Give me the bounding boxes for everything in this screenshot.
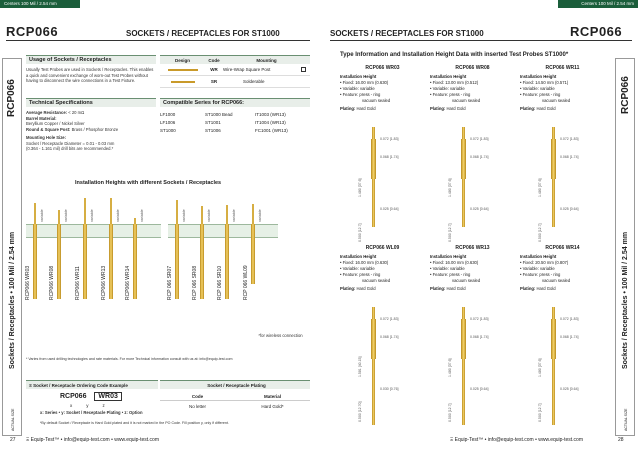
left-sidebar-small: ACTUAL SIZE (11, 408, 15, 431)
plating-value: Hard Gold (535, 106, 556, 111)
variable-height: • Variable: variable (340, 86, 375, 91)
type-block (340, 65, 425, 112)
compat-cell: IT1003 (WR13) (255, 112, 286, 117)
tech-value-2: Beryllium Copper / Nickel Silver (26, 121, 85, 126)
ground-band-left (26, 224, 161, 238)
type-title: RCP066 WR11 (545, 65, 580, 71)
compat-cell: IT1004 (WR13) (255, 120, 286, 125)
type-title: RCP066 WR03 (365, 65, 400, 71)
compat-cell: ST1000 Bead (205, 112, 233, 117)
installation-height-label: Installation Height (340, 254, 377, 259)
vacuum-sealed: vacuum sealed (542, 98, 571, 103)
installation-label: variable (116, 209, 120, 222)
type-title: RCP066 WR13 (455, 245, 490, 251)
type-block (520, 65, 605, 112)
dimension-label: 0.068 [1.74] (380, 335, 399, 339)
dimension-label: 0.068 [1.74] (560, 155, 579, 159)
plating-value: Hard Gold (445, 286, 466, 291)
type-section-title: Type Information and Installation Height Data with inserted Test Probes ST1000* (340, 52, 569, 58)
plating-label: Plating: (520, 106, 536, 111)
probe-label: RCP 066 SR07 (167, 265, 173, 300)
dimension-label: 0.030 [0.76] (380, 387, 399, 391)
type-receptacle-head (371, 139, 376, 179)
type-block (520, 245, 605, 292)
right-header-rule (330, 40, 632, 41)
dimension-label: 0.072 [1.83] (470, 317, 489, 321)
fixed-height: • Fixed: 20.50 mm (0.807) (520, 260, 569, 265)
right-page-number: 28 (618, 437, 624, 443)
plating-value: Hard Gold (445, 106, 466, 111)
plating-row (160, 401, 310, 411)
dimension-label: 0.500 [12.70] (358, 401, 362, 422)
wireless-note: *for wireless connection (258, 333, 303, 338)
plating-value: Hard Gold (535, 286, 556, 291)
mounting-line-1: (0.364 - 1.161 mil) drill bits are recommended.* (26, 146, 114, 151)
order-code-option: WR03 (94, 392, 121, 401)
type-receptacle-head (371, 319, 376, 359)
installation-label: variable (90, 209, 94, 222)
plating-label: Plating: (340, 286, 356, 291)
compat-row (160, 112, 310, 120)
receptacle-body (33, 224, 37, 299)
compat-cell: LF1000 (160, 112, 176, 117)
wr-code: WR (210, 67, 218, 72)
dimension-label: 1.480 [37.6] (448, 178, 452, 197)
order-heading-left: Ξ Socket / Receptacle Ordering Code Example (26, 380, 158, 389)
plating-line (520, 286, 605, 292)
plating-line (340, 106, 425, 112)
compat-row (160, 128, 310, 136)
wr-design-icon (160, 69, 205, 71)
compat-cell: FC1001 (WR13) (255, 128, 288, 133)
right-top-bar (558, 0, 638, 8)
plating-value: Hard Gold (355, 106, 376, 111)
left-top-bar (0, 0, 80, 8)
compat-heading: Compatible Series for RCP066: (160, 98, 310, 107)
plating-material: Hard Gold* (261, 403, 284, 409)
type-title: RCP066 WR14 (545, 245, 580, 251)
dimension-label: 0.072 [1.83] (560, 317, 579, 321)
vacuum-sealed: vacuum sealed (542, 278, 571, 283)
dimension-label: 0.025 [0.64] (560, 387, 579, 391)
mounting-line-0: Socket / Receptacle Diameter = 0.01 - 0.03 mm (26, 140, 115, 146)
installation-label: variable (182, 209, 186, 222)
plating-line (340, 286, 425, 292)
order-legend: x: Series • y: Socket / Receptacle Plating • z: Option (40, 410, 143, 415)
dimension-label: 1.480 [37.6] (448, 358, 452, 377)
receptacle-body (225, 224, 229, 299)
plating-line (430, 286, 515, 292)
dimension-label: 0.072 [1.83] (380, 317, 399, 321)
order-y: y (86, 403, 89, 408)
dimension-label: 1.480 [37.6] (538, 358, 542, 377)
installation-label: variable (207, 209, 211, 222)
left-header-rule (6, 40, 310, 41)
tech-label-1: Barrel Material: (26, 115, 57, 121)
heights-title: Installation Heights with different Sockets / Receptacles (75, 180, 222, 186)
vacuum-sealed: vacuum sealed (452, 98, 481, 103)
sr-design-icon (160, 81, 205, 83)
dimension-label: 0.025 [0.64] (470, 387, 489, 391)
right-sidebar-model: RCP066 (620, 76, 631, 114)
wr-square-icon (301, 67, 306, 72)
left-footer: Ξ Equip-Test™ • info@equip-test.com • www.equip-test.com (26, 437, 159, 443)
probe-label: RCP 066 SR08 (192, 265, 198, 300)
order-z: z (102, 403, 105, 408)
right-sidebar-small: ACTUAL SIZE (624, 408, 628, 431)
dimension-label: 0.068 [1.74] (380, 155, 399, 159)
type-receptacle-head (461, 139, 466, 179)
plating-table (160, 392, 310, 411)
sr-code: SR (210, 79, 218, 84)
dimension-label: 1.480 [37.6] (538, 178, 542, 197)
variable-height: • Variable: variable (430, 86, 465, 91)
fixed-height: • Fixed: 16.00 mm (0.630) (340, 260, 389, 265)
type-receptacle-head (461, 319, 466, 359)
probe-label: RCP 066 WL09 (243, 265, 249, 300)
receptacle-body (109, 224, 113, 299)
receptacle-body (133, 224, 137, 299)
dimension-label: 1.480 [37.6] (358, 178, 362, 197)
plating-label: Plating: (520, 286, 536, 291)
type-block (430, 245, 515, 292)
right-sidebar-text: Sockets / Receptacles • 100 Mil / 2.54 mm (622, 231, 629, 369)
dimension-label: 0.025 [0.64] (380, 207, 399, 211)
plating-col-code: Code (191, 393, 204, 399)
design-table (160, 55, 310, 88)
compat-cell: ST1001 (205, 120, 221, 125)
design-row (160, 64, 310, 76)
dimension-label: 0.025 [0.64] (470, 207, 489, 211)
feature: • Feature: press - ring (340, 272, 381, 277)
dimension-label: 0.500 [12.7] (448, 403, 452, 422)
tech-heading: Technical Specifications (26, 98, 156, 107)
left-sidebar (2, 58, 22, 436)
plating-code: No letter (188, 403, 206, 409)
right-sidebar (615, 58, 635, 436)
plating-label: Plating: (340, 106, 356, 111)
dimension-label: 1.581 [40.15] (358, 356, 362, 377)
type-title: RCP066 WR08 (455, 65, 490, 71)
plating-header (160, 392, 310, 401)
right-model-title: RCP066 (570, 24, 623, 39)
compat-cell: ST1000 (160, 128, 176, 133)
plating-col-material: Material (263, 393, 281, 399)
design-row (160, 76, 310, 88)
dimension-label: 0.068 [1.74] (470, 155, 489, 159)
installation-height-label: Installation Height (520, 254, 557, 259)
probe-label: RCP066 WR11 (75, 266, 81, 300)
dimension-label: 0.500 [12.7] (448, 223, 452, 242)
left-page-number: 27 (10, 437, 16, 443)
mounting-col: Mounting (256, 57, 277, 63)
design-table-header (160, 55, 310, 64)
receptacle-body (200, 224, 204, 299)
right-topbar-text: Centers 100 Mil / 2.54 mm (581, 1, 634, 6)
installation-label: variable (40, 209, 44, 222)
dimension-label: 0.068 [1.74] (560, 335, 579, 339)
variable-height: • Variable: variable (430, 266, 465, 271)
fixed-height: • Fixed: 14.50 mm (0.571) (520, 80, 569, 85)
left-topbar-text: Centers 100 Mil / 2.54 mm (4, 1, 57, 6)
left-sidebar-text: Sockets / Receptacles • 100 Mil / 2.54 mm (9, 231, 16, 369)
type-receptacle-head (551, 139, 556, 179)
dimension-label: 0.500 [12.7] (538, 403, 542, 422)
probe-label: RCP 066 SR10 (217, 265, 223, 300)
compat-row (160, 120, 310, 128)
tech-label-3: Round & Square Post: (26, 126, 71, 132)
tech-value-0: < 20 mΩ (67, 110, 85, 115)
installation-height-label: Installation Height (430, 74, 467, 79)
plating-value: Hard Gold (355, 286, 376, 291)
receptacle-body (175, 224, 179, 299)
fixed-height: • Fixed: 13.00 mm (0.512) (430, 80, 479, 85)
code-col: Code (208, 57, 220, 63)
probe-label: RCP066 WR13 (101, 265, 107, 300)
receptacle-body (251, 224, 255, 284)
dimension-label: 0.025 [0.64] (560, 207, 579, 211)
order-xyz (70, 403, 105, 408)
compat-cell: LF1006 (160, 120, 176, 125)
dimension-label: 0.072 [1.83] (560, 137, 579, 141)
installation-label: variable (140, 209, 144, 222)
dimension-label: 0.500 [12.7] (538, 223, 542, 242)
installation-label: variable (64, 209, 68, 222)
variable-height: • Variable: variable (520, 86, 555, 91)
receptacle-body (83, 224, 87, 299)
right-footer: Ξ Equip-Test™ • info@equip-test.com • www.equip-test.com (450, 437, 583, 443)
probe-label: RCP066 WR14 (125, 265, 131, 300)
variable-height: • Variable: variable (520, 266, 555, 271)
order-note: *By default Socket / Receptacle is Hard Gold plated and it is not marked in the PO Code. Fill position y, only if different. (40, 421, 229, 425)
right-page-title: SOCKETS / RECEPTACLES FOR ST1000 (330, 29, 484, 38)
compat-cell: ST1006 (205, 128, 221, 133)
receptacle-body (57, 224, 61, 299)
feature: • Feature: press - ring (430, 272, 471, 277)
left-footnote: * Varies from used drilling technologies and rate materials. For more Technical information consult with us at: info@equip-test.com (26, 357, 233, 361)
dimension-label: 0.072 [1.83] (380, 137, 399, 141)
tech-label-0: Average Resistance: (26, 110, 68, 115)
feature: • Feature: press - ring (520, 272, 561, 277)
type-block (430, 65, 515, 112)
plating-line (430, 106, 515, 112)
installation-height-label: Installation Height (340, 74, 377, 79)
dimension-label: 0.500 [12.7] (358, 223, 362, 242)
probe-label: RCP066 WR03 (25, 265, 31, 300)
plating-line (520, 106, 605, 112)
tech-value-3: Brass / Phosphor Bronze (70, 126, 119, 132)
design-col: Design (174, 57, 190, 63)
left-page-title: SOCKETS / RECEPTACLES FOR ST1000 (126, 29, 280, 38)
usage-heading: Usage of Sockets / Receptacles (26, 55, 156, 64)
fixed-height: • Fixed: 16.00 mm (0.630) (430, 260, 479, 265)
order-code (60, 393, 122, 400)
vacuum-sealed: vacuum sealed (362, 278, 391, 283)
type-block (340, 245, 425, 292)
installation-height-label: Installation Height (520, 74, 557, 79)
vacuum-sealed: vacuum sealed (362, 98, 391, 103)
wr-mounting: Wire-Wrap Square Post (223, 67, 271, 72)
probe-label: RCP066 WR08 (49, 265, 55, 300)
tech-block (26, 110, 156, 152)
order-heading-right: Socket / Receptacle Plating (160, 380, 310, 389)
dimension-label: 0.068 [1.74] (470, 335, 489, 339)
order-x: x (70, 403, 73, 408)
mounting-hole-heading: Mounting Hole Size: (26, 135, 67, 140)
installation-height-label: Installation Height (430, 254, 467, 259)
type-title: RCP066 WL09 (365, 245, 400, 251)
fixed-height: • Fixed: 16.00 mm (0.630) (340, 80, 389, 85)
sr-mounting: Solderable (243, 79, 265, 84)
installation-label: variable (258, 209, 262, 222)
left-sidebar-model: RCP066 (6, 79, 17, 117)
plating-label: Plating: (430, 286, 446, 291)
left-model-title: RCP066 (6, 24, 59, 39)
feature: • Feature: press - ring (520, 92, 561, 97)
compat-table (160, 112, 310, 136)
ground-band-right (168, 224, 278, 238)
feature: • Feature: press - ring (340, 92, 381, 97)
vacuum-sealed: vacuum sealed (452, 278, 481, 283)
order-code-series: RCP066 (60, 393, 87, 400)
plating-label: Plating: (430, 106, 446, 111)
type-receptacle-head (551, 319, 556, 359)
installation-label: variable (232, 209, 236, 222)
dimension-label: 0.072 [1.83] (470, 137, 489, 141)
usage-text: Usually Test Probes are used in Sockets / Receptacles. This enables a quick and convenient exchange of worn-out Test Probes without having to disconnect the wire connections in a Test Fixture. (26, 67, 154, 83)
variable-height: • Variable: variable (340, 266, 375, 271)
feature: • Feature: press - ring (430, 92, 471, 97)
